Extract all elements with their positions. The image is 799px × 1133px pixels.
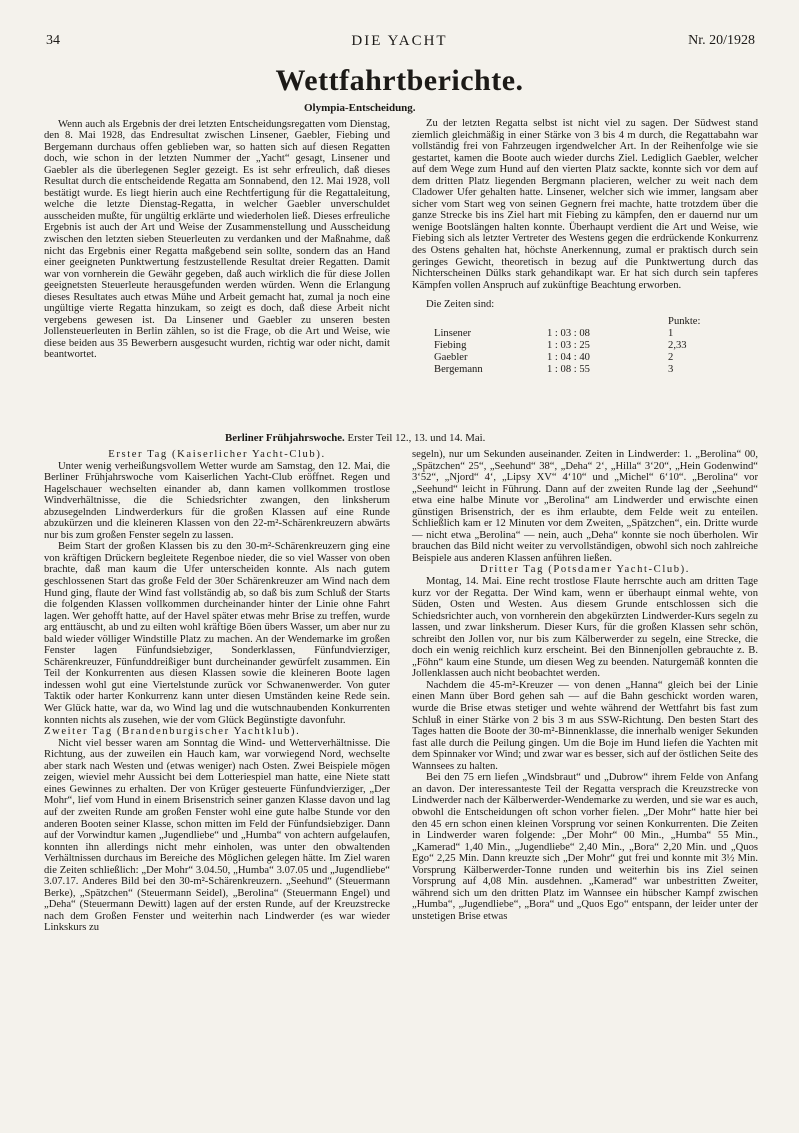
running-header xyxy=(44,33,755,53)
sailor-name: Linsener xyxy=(434,328,472,340)
points-header: Punkte: xyxy=(668,315,701,327)
race-time: 1 : 04 : 40 xyxy=(546,352,590,364)
section-heading-bold: Berliner Frühjahrswoche. xyxy=(225,432,345,444)
race-time: 1 : 08 : 55 xyxy=(546,364,590,376)
article-paragraph: Beim Start der großen Klassen bis zu den 30-m²-Schärenkreuzern ging eine von kräftigen Drückern begleitete Regenboe nieder, die so viel Wasser von oben brachte, daß man kaum die Ufer unterscheiden konnte. Als nach gutem geschlossenen Start das große Feld der 30er Schärenkreuzer am Wind nach dem Hund ging, flaute der Wind fast vollständig ab, so daß bis zum Schluß der Starts die folgenden Klassen vollkommen durcheinander hinter der Linie ohne Fahrt lagen. Wer gehofft hatte, auf der Havel später etwas mehr Brise zu treffen, wurde arg enttäuscht, ab und zu eilten wohl kräftige Böen übers Wasser, um aber nur zu bald wieder völliger Windstille Platz zu machen. An der Wendemarke im großen Fenster lagen Fünfundsiebziger, Sonderklassen, Fünfundvierziger, Schärenkreuzer, Fünfunddreißiger bunt durcheinander gewürfelt zusammen. Ein Teil der Konkurrenten aus diesen Klassen sowie die kleineren Boote lagen indessen wohl gut eine Viertelstunde zurück vor Schwanenwerder. Von guter Taktik oder harter Konkurrenz kann unter diesen Umständen keine Rede sein. Wer Glück hatte, war da, wo Wind lag und die wutschnaubenden Konkurrenten konnten nichts als zusehen, wie der vom Glück Begünstigte davonfuhr. xyxy=(44,541,390,726)
olympia-paragraph: Zu der letzten Regatta selbst ist nicht viel zu sagen. Der Südwest stand ziemlich gleichmäßig in einer Stärke von 3 bis 4 m durch, die Regattabahn war vollständig frei von Fahrzeugen irgendwelcher Art. In der Reihenfolge wie sie gestartet, kamen die Boote auch wieder durchs Ziel. Lediglich Gaebler, welcher auf dem Wege zum Hund auf den vierten Platz sackte, konnte sich vor dem auf dem dritten Platz liegenden Bergmann placieren, welcher zu weit nach dem Cladower Ufer gehalten hatte. Linsener, welcher sich wie immer, langsam aber sicher vom Start weg von seinen Gegnern frei machte, hatte trotzdem über die ganze Strecke bis ins Ziel hart mit Fiebing zu kämpfen, den er dauernd nur um wenige Bootslängen halten konnte. Überhaupt verdient die Art und Weise, wie Fiebing sich als letzter Vertreter des Westens gegen die erdrückende Konkurrenz des Ostens gehalten hat, höchste Anerkennung, zumal er praktisch durch sein geringes Gewicht, theoretisch in bezug auf die Punktwertung durch das Nichterscheinen Dülks stark gehandikapt war. Er hat sich durch sein tapferes Kämpfen vollen Anspruch auf zukünftige Beachtung erworben. xyxy=(412,118,758,291)
race-time: 1 : 03 : 08 xyxy=(546,328,590,340)
magazine-name: DIE YACHT xyxy=(351,33,448,49)
sailor-name: Gaebler xyxy=(434,352,468,364)
olympia-paragraph: Wenn auch als Ergebnis der drei letzten Entscheidungsregatten vom Dienstag, den 8. Mai 1928, das Endresultat zwischen Linsener, Gaebler, Fiebing und Bergemann durchaus offen geblieben war, so hatten sich auf diesen Regatten doch, wie schon in der letzten Nummer der „Yacht“ gesagt, Linsener und Gaebler als die überlegenen Segler gezeigt. Es ist sehr erfreulich, daß dieses Resultat durch die entscheidende Regatta am Sonnabend, den 12. Mai 1928, voll bestätigt wurde. Es liegt hierin auch eine Rechtfertigung für die Regattaleitung, welche die letzte Dienstag-Regatta, in welcher Gaebler unverschuldet ausscheiden mußte, für ungültig erklärte und wiederholen ließ. Dieses erfreuliche Ergebnis ist auch der Art und Weise der Zusammenstellung und Ausscheidung zwischen den letzten sieben Steuerleuten zu verdanken und der Maßnahme, daß nicht das Ergebnis einer Regatta maßgebend sein sollte, sondern das an Hand einer geeigneten Punktwertung festzustellende Resultat dreier Regatten. Damit war von vornherein die Gewähr gegeben, daß auch wirklich die für diese Jollen geeignetsten Steuerleute herausgefunden werden würden. Wenn die Erlangung dieses Resultates auch etwas Mühe und Arbeit gemacht hat, zumal ja noch eine ungültige vierte Regatta hinzukam, so zeigt es doch, daß diese Arbeit nicht vergebens gewesen ist. Da Linsener und Gaebler zu unseren besten Jollensteuerleuten in Berlin zählen, so ist die Frage, ob die Art und Weise, wie diese beiden aus 35 Bewerbern ausgesucht wurden, richtig war oder nicht, damit beantwortet. xyxy=(44,118,390,361)
issue-number: Nr. 20/1928 xyxy=(688,33,755,48)
article-paragraph: Unter wenig verheißungsvollem Wetter wurde am Samstag, den 12. Mai, die Berliner Frühjahrswoche vom Kaiserlichen Yacht-Club eröffnet. Regen und Hagelschauer wechselten einander ab, dann kamen vollkommen trostlose Windverhältnisse, die die Schiedsrichter zwangen, den linksherum abzusegelnden Lindwerderkurs für die großen Klassen auf eine Runde abzukürzen und die kleineren Klassen von den 22-m²-Schärenkreuzern abwärts nur bis zum großen Fenster segeln zu lassen. xyxy=(44,460,390,541)
table-row xyxy=(434,340,752,352)
article-paragraph: Bei den 75 ern liefen „Windsbraut“ und „Dubrow“ ihrem Felde von Anfang an davon. Der interessanteste Teil der Regatta versprach die Kreuzstrecke von Lindwerder nach der Kälberwerder-Wendemarke zu werden, und sie war es auch, obwohl die Entscheidungen oft schon vorher fielen. „Der Mohr“ hatte hier bei den 45 ern schon einen kleinen Vorsprung vor seinen Konkurrenten. Die Zeiten in Lindwerder waren folgende: „Der Mohr“ 00 Min., „Humba“ 55 Min., „Kamerad“ 1,40 Min., „Jugendliebe“ 2,40 Min., „Bora“ 2,20 Min. und „Quos Ego“ 2,25 Min. Dann kreuzte sich „Der Mohr“ gut frei und konnte mit 3½ Min. Vorsprung Kälberwerder-Tonne runden und weiterhin bis ins Ziel seinen Vorsprung auf 4,08 Min. ausdehnen. „Kamerad“ war unbestritten Zweiter, während sich um den dritten Platz im Wannsee ein hübscher Kampf zwischen „Humba“, „Jugendliebe“, „Bora“ und „Quos Ego“ entspann, der leider unter der unstetigen Brise etwas xyxy=(412,772,758,922)
table-row xyxy=(434,328,752,340)
table-row xyxy=(434,352,752,364)
times-intro: Die Zeiten sind: xyxy=(426,299,495,311)
results-table xyxy=(434,315,752,377)
page-title: Wettfahrtberichte. xyxy=(275,64,524,97)
olympia-subtitle: Olympia-Entscheidung. xyxy=(304,102,416,114)
article-paragraph: Montag, 14. Mai. Eine recht trostlose Flaute herrschte auch am dritten Tage kurz vor der Regatta. Der Wind kam, wenn er überhaupt einmal wehte, von Süden, Osten und Westen. Aus diesem Grunde entschlossen sich die Schiedsrichter auch, von vornherein den abgekürzten Lindwerder-Kurs segeln zu lassen, und zwar linksherum. Dieser Kurs, für die großen Klassen sehr schön, schreibt den Jollen vor, nur bis zum Kälberwerder zu segeln, eine Strecke, die doch ein wenig reichlich kurz erscheint. Bei den Binnenjollen gebrauchte z. B. „Föhn“ kaum eine Stunde, um diesen Weg zu beenden. Naturgemäß konnten die Jollenklassen auch nicht beobachtet werden. xyxy=(412,576,758,680)
article-paragraph: segeln), nur um Sekunden auseinander. Zeiten in Lindwerder: 1. „Berolina“ 00, „Spätzchen“ 25“, „Seehund“ 38“, „Deha“ 2‘, „Hilla“ 3‘20“, „Hein Godenwind“ 3‘52“, „Njord“ 4‘, „Lipsy XV“ 4‘10“ und „Michel“ 6‘10“. „Berolina“ vor „Seehund“ leicht in Führung. Dann auf der zweiten Runde lag der „Seehund“ etwa eine halbe Minute vor „Berolina“ am Lindwerder und erwischte einen günstigen Brisenstrich, der es ihm erlaubte, dem Felde weit zu enteilen. Schließlich kam er 12 Minuten vor dem Zweiten, „Spätzchen“, ein. Dritte wurde — nicht etwa „Berolina“ — nein, auch „Deha“ konnte sie noch überholen. Wir brauchen das Bild nicht weiter zu vervollständigen, obwohl sich noch zahlreiche Beispiele aus anderen Klassen anführen ließen. xyxy=(412,449,758,564)
article-paragraph: Nachdem die 45-m²-Kreuzer — von denen „Hanna“ gleich bei der Linie einen Mann über Bord gehen sah — auf die Bahn geschickt worden waren, wurde die Brise etwas stetiger und wehte während der Wettfahrt bis fast zum Schluß in einer Stärke von 2 bis 3 m aus SSW-Richtung. Den besten Start des Tages hatten die Boote der 30-m²-Binnenklasse, die innerhalb weniger Sekunden fast alle durch die Peilung gingen. Um die Boje im Hund liefen die Yachten mit dem Spinnaker vor Wind; und zwar war es besser, sich auf der östlichen Seite des Wannsees zu halten. xyxy=(412,679,758,772)
day2-title: Zweiter Tag (Brandenburgischer Yachtklub). xyxy=(44,726,301,738)
section-heading xyxy=(225,432,605,444)
results-header-row xyxy=(434,315,752,329)
race-time: 1 : 03 : 25 xyxy=(546,340,590,352)
olympia-left-column xyxy=(44,102,416,361)
points-value: 3 xyxy=(668,364,674,376)
day3-title: Dritter Tag (Potsdamer Yacht-Club). xyxy=(479,564,691,576)
points-value: 2,33 xyxy=(668,340,687,352)
points-value: 2 xyxy=(668,352,674,364)
olympia-right-column xyxy=(412,118,758,376)
page-number: 34 xyxy=(46,33,60,48)
table-row xyxy=(434,364,752,376)
berliner-right-column xyxy=(412,449,758,922)
sailor-name: Bergemann xyxy=(434,364,483,376)
berliner-left-column xyxy=(44,449,390,934)
section-heading-rest: Erster Teil 12., 13. und 14. Mai. xyxy=(347,432,486,444)
points-value: 1 xyxy=(668,328,674,340)
sailor-name: Fiebing xyxy=(434,340,467,352)
article-paragraph: Nicht viel besser waren am Sonntag die Wind- und Wetterverhältnisse. Die Richtung, aus der zuweilen ein Hauch kam, war vorwiegend Nord, wechselte aber stark nach Westen und (etwas weniger) nach Osten. Zwei Beispiele mögen zeigen, wieviel mehr Aussicht bei dem Lotteriespiel man hatte, eine Niete statt eines Gewinnes zu erhalten. Der von Krüger gesteuerte Fünfundvierziger, „Der Mohr“, lief vom Hund in einem Brisenstrich seiner ganzen Klasse davon und lag auf der zweiten Runde am großen Fenster wohl eine gute halbe Stunde vor den anderen Booten seiner Klasse, schon mitten im Feld der Fünfundsiebziger. Dann auf der Vorwindtur kamen „Jugendliebe“ und „Humba“ von achtern aufgelaufen, konnten ihn allerdings nicht mehr einholen, was unter den obwaltenden Verhältnissen durchaus im Bereiche des Möglichen gelegen hätte. Im Ziel waren die Zeiten schließlich: „Der Mohr“ 3.04.50, „Humba“ 3.07.05 und „Jugendliebe“ 3.07.17. Anderes Bild bei den 30-m²-Schärenkreuzern. „Seehund“ (Steuermann Berke), „Spätzchen“ (Steuermann Seidel), „Berolina“ (Steuermann Engel) und „Deha“ (Steuermann Dewitt) lagen auf der ersten Runde, auf der Kreuzstrecke nach dem Großen Fenster und weiterhin nach Lindwerder (es war wieder Linkskurs zu xyxy=(44,737,390,934)
day1-title: Erster Tag (Kaiserlicher Yacht-Club). xyxy=(108,449,326,460)
